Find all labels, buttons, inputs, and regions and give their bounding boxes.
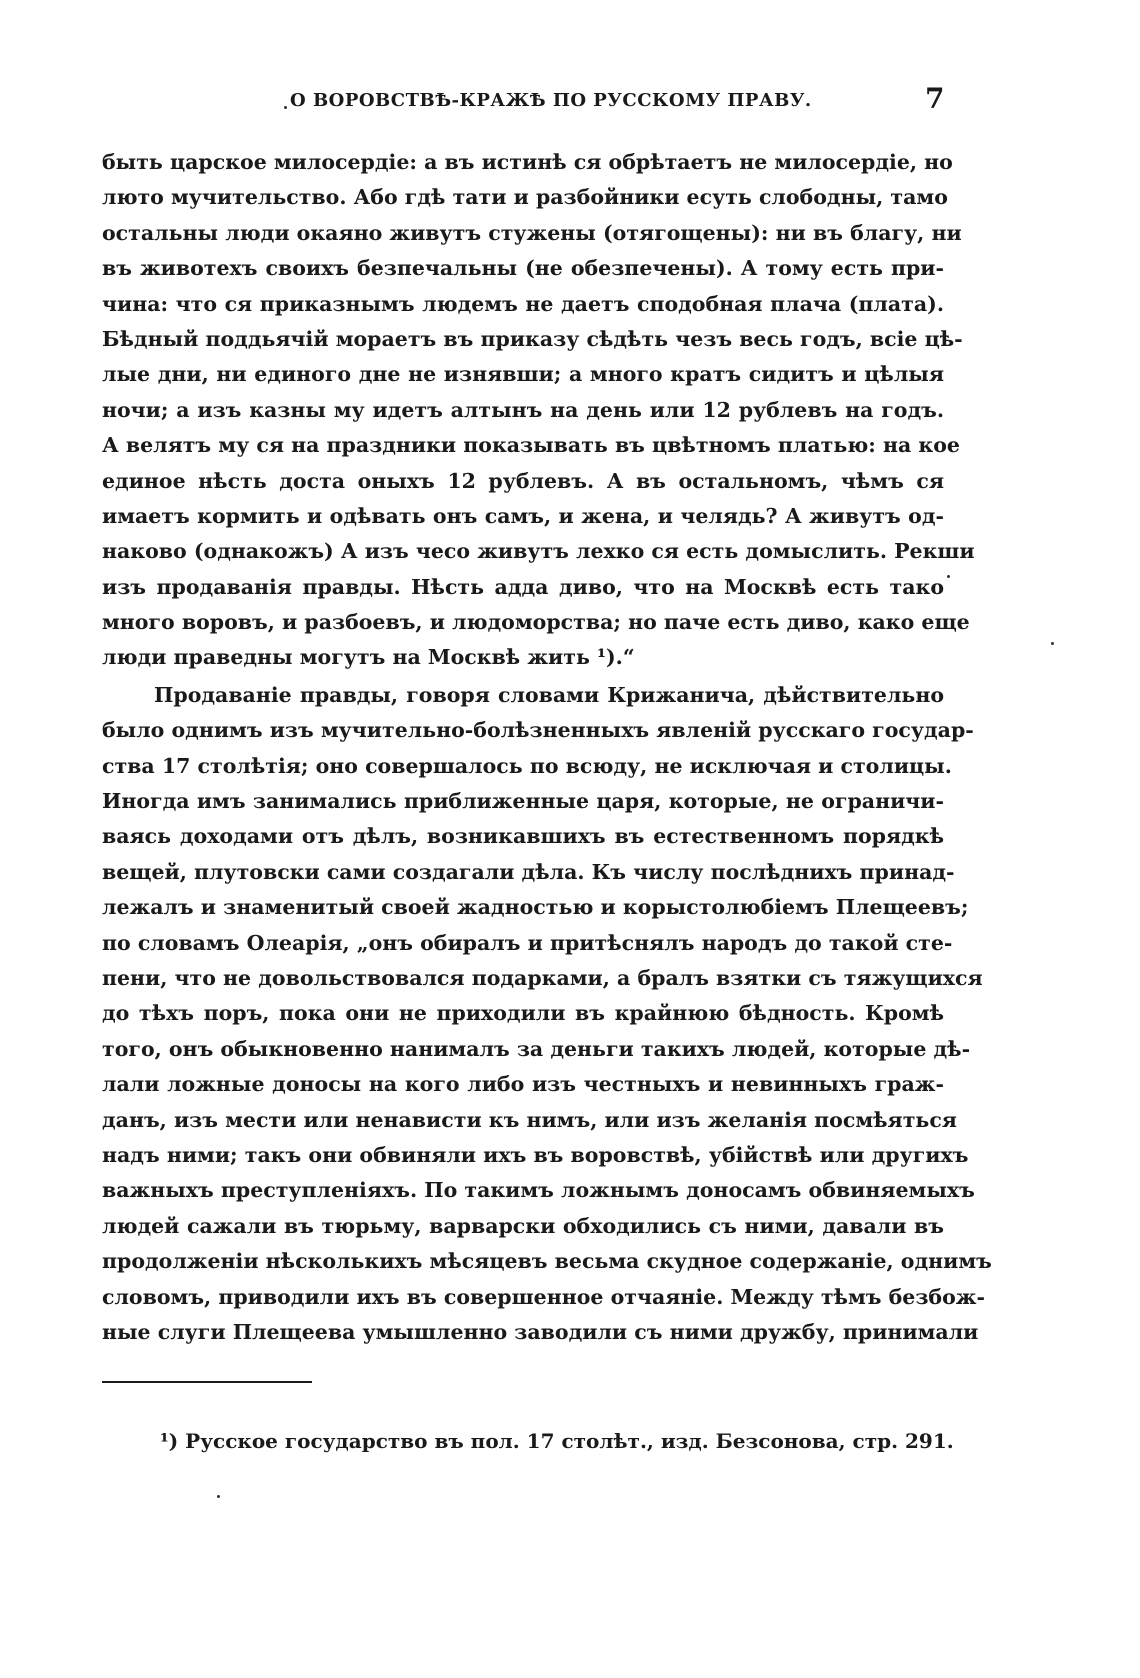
text-line: наково (однакожъ) А изъ чесо живутъ лехко ся есть домыслить. Рекши xyxy=(102,539,975,564)
text-line: много воровъ, и разбоевъ, и людоморства; но паче есть диво, како еще xyxy=(102,610,970,635)
text-line: надъ ними; такъ они обвиняли ихъ въ воровствѣ, убійствѣ или другихъ xyxy=(102,1142,969,1167)
text-line: имаетъ кормить и одѣвать онъ самъ, и жена, и челядь? А живутъ од- xyxy=(102,503,944,528)
running-title: О ВОРОВСТВѢ-КРАЖѢ ПО РУССКОМУ ПРАВУ. xyxy=(290,90,812,111)
text-line: людей сажали въ тюрьму, варварски обходились съ ними, давали въ xyxy=(102,1213,944,1238)
paragraph-2 xyxy=(102,678,992,1350)
footnote: ¹) Русское государство въ пол. 17 столѣт., изд. Безсонова, стр. 291. xyxy=(160,1429,954,1453)
text-line: ваясь доходами отъ дѣлъ, возникавшихъ въ естественномъ порядкѣ xyxy=(102,824,944,849)
main-text xyxy=(102,145,992,1350)
print-speck xyxy=(1051,642,1054,645)
text-line: быть царское милосердіе: а въ истинѣ ся обрѣтаетъ не милосердіе, но xyxy=(102,150,953,174)
text-line: единое нѣсть доста оныхъ 12 рублевъ. А въ остальномъ, чѣмъ ся xyxy=(102,468,944,493)
text-line: люто мучительство. Або гдѣ тати и разбойники есуть слободны, тамо xyxy=(102,185,948,210)
text-line: важныхъ преступленіяхъ. По такимъ ложнымъ доносамъ обвиняемыхъ xyxy=(102,1178,975,1203)
text-line: лежалъ и знаменитый своей жадностью и корыстолюбіемъ Плещеевъ; xyxy=(102,895,969,920)
text-line: Продаваніе правды, говоря словами Крижанича, дѣйствительно xyxy=(154,682,944,707)
print-speck xyxy=(284,106,287,109)
page-number: 7 xyxy=(925,82,945,115)
text-line: въ животехъ своихъ безпечальны (не обезпечены). А тому есть при- xyxy=(102,256,944,281)
text-line: по словамъ Олеарія, „онъ обиралъ и притѣснялъ народъ до такой сте- xyxy=(102,930,953,955)
text-line: продолженіи нѣсколькихъ мѣсяцевъ весьма скудное содержаніе, однимъ xyxy=(102,1249,992,1274)
text-line: до тѣхъ поръ, пока они не приходили въ крайнюю бѣдность. Кромѣ xyxy=(102,1001,944,1026)
text-line: остальны люди окаяно живутъ стужены (отягощены): ни въ благу, ни xyxy=(102,220,962,245)
paragraph-1 xyxy=(102,145,975,676)
print-speck xyxy=(217,1495,220,1498)
text-line: словомъ, приводили ихъ въ совершенное отчаяніе. Между тѣмъ безбож- xyxy=(102,1284,985,1309)
text-line: лали ложные доносы на кого либо изъ честныхъ и невинныхъ граж- xyxy=(102,1072,944,1097)
text-line: ные слуги Плещеева умышленно заводили съ ними дружбу, принимали xyxy=(102,1319,979,1344)
text-line: люди праведны могутъ на Москвѣ жить ¹).“ xyxy=(102,645,635,670)
footnote-rule xyxy=(102,1381,312,1383)
text-line: ства 17 столѣтія; оно совершалось по всюду, не исключая и столицы. xyxy=(102,753,952,778)
text-line: вещей, плутовски сами создагали дѣла. Къ числу послѣднихъ принад- xyxy=(102,859,955,884)
text-line: А велятъ му ся на праздники показывать въ цвѣтномъ платью: на кое xyxy=(102,433,960,458)
print-speck xyxy=(947,575,950,578)
text-line: было однимъ изъ мучительно-болѣзненныхъ явленій русскаго государ- xyxy=(102,718,974,743)
text-line: лые дни, ни единого дне не изнявши; а много кратъ сидитъ и цѣлыя xyxy=(102,362,944,387)
text-line: изъ продаванія правды. Нѣсть адда диво, что на Москвѣ есть тако xyxy=(102,574,944,599)
text-line: того, онъ обыкновенно нанималъ за деньги такихъ людей, которые дѣ- xyxy=(102,1036,971,1061)
text-line: чина: что ся приказнымъ людемъ не даетъ сподобная плача (плата). xyxy=(102,291,944,316)
text-line: пени, что не довольствовался подарками, а бралъ взятки съ тяжущихся xyxy=(102,965,983,990)
text-line: данъ, изъ мести или ненависти къ нимъ, или изъ желанія посмѣяться xyxy=(102,1107,957,1132)
text-line: ночи; а изъ казны му идетъ алтынъ на день или 12 рублевъ на годъ. xyxy=(102,397,944,422)
text-line: Иногда имъ занимались приближенные царя, которые, не ограничи- xyxy=(102,789,944,814)
text-line: Бѣдный поддьячій мораетъ въ приказу сѣдѣть чезъ весь годъ, всіе цѣ- xyxy=(102,326,963,351)
